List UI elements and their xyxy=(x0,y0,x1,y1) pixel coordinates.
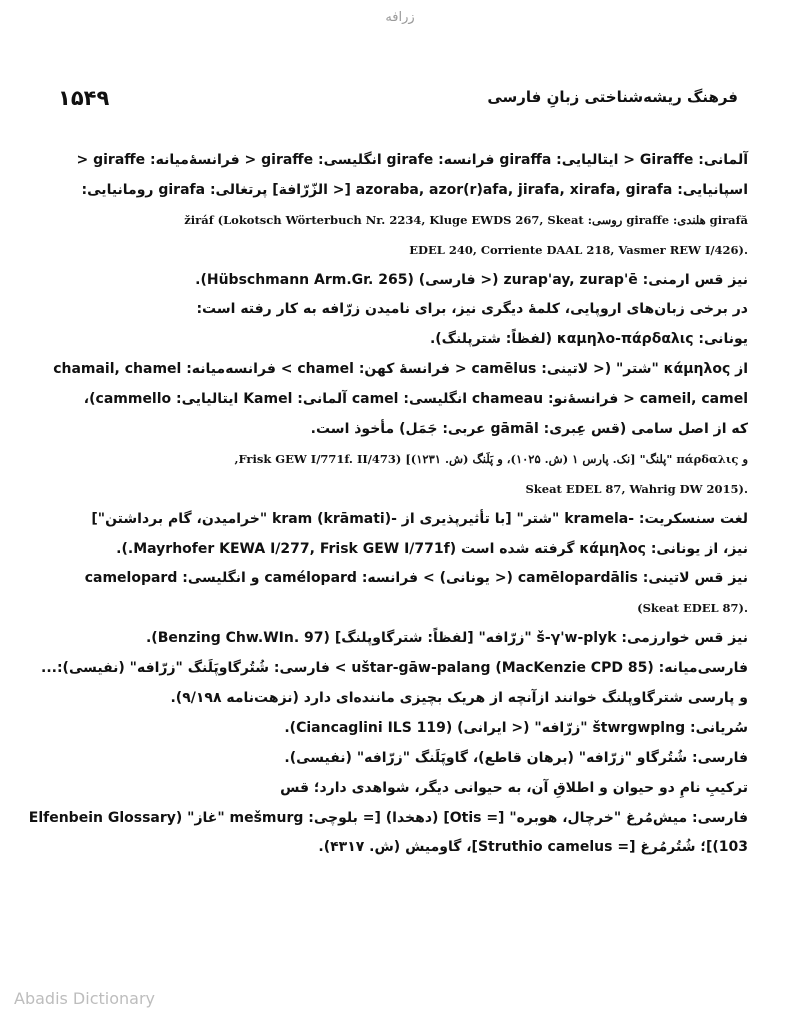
entry-line: و پارسی شترگاوپلنگ خوانند ازآنچه از هریک بچیزی ماننده‌ای دارد (نزهت‌نامه ۹/۱۹۸). xyxy=(170,690,748,707)
watermark: Abadis Dictionary xyxy=(14,989,155,1008)
entry-line: .(Skeat EDEL 87, Wahrig DW 2015 xyxy=(525,481,748,496)
entry-line: نیز قس ارمنی: zurap'ay, zurap'ē (< فارسی) (Hübschmann Arm.Gr. 265). xyxy=(195,271,748,288)
entry-line: 103)]؛ شُتُرمُرغ [= Struthio camelus]، گاومیش (ش. ۴۳۱۷). xyxy=(318,839,748,856)
entry-line: نیز قس خوارزمی: š-γ'w-plyk "زرّافه" [لفظاً: شترگاوپلنگ] (Benzing Chw.WIn. 97). xyxy=(145,630,748,647)
entry-line: .(Skeat EDEL 87) xyxy=(637,601,748,616)
page-number: ۱۵۴۹ xyxy=(58,86,110,110)
entry-line: آلمانی: Giraffe < ایتالیایی: giraffa فرانسه: girafe انگلیسی: giraffe < فرانسهٔ‌میانه: giraffe < xyxy=(76,152,748,168)
entry-line: یونانی: καμηλο-πάρδαλις (لفظاً: شترپلنگ). xyxy=(429,331,748,348)
entry-line: فارسی: میش‌مُرغ "خرچال، هوبره" [= Otis] (دهخدا) [= بلوچی: mešmurg "غاز" (Elfenbein Glossary xyxy=(28,809,748,826)
entry-line: نیز قس لاتینی: camēlopardālis (< یونانی) > فرانسه: camélopard و انگلیسی: camelopard xyxy=(84,570,748,587)
entry-line: اسپانیایی: azoraba, azor(r)afa, jirafa, xirafa, girafa [< الزّرّافة] پرتغالی: girafa رومانیایی: xyxy=(81,181,748,198)
entry-line: .(EDEL 240, Corriente DAAL 218, Vasmer REW I/426 xyxy=(409,242,748,257)
entry-line: که از اصل سامی (قس عِبری: gāmāl عربی: جَمَل) مأخوذ است. xyxy=(310,421,748,438)
entry-line: فارسی‌میانه: uštar-gāw-palang (MacKenzie CPD 85) > فارسی: شُتُرگاوپَلَنگ "زرّافه" (نفیسی):... xyxy=(41,660,748,677)
entry-line: فارسی: شُتُرگاو "زرّافه" (برهان قاطع)، گاوپَلَنگ "زرّافه" (نفیسی). xyxy=(284,749,748,766)
entry-line: نیز، از یونانی: κάμηλος گرفته شده است (Mayrhofer KEWA I/277, Frisk GEW I/771f.). xyxy=(116,540,748,557)
header-word: زرافه xyxy=(385,10,415,25)
entry-line: از κάμηλος "شتر" (< لاتینی: camēlus < فرانسهٔ کهن: chamel > فرانسه‌میانه: chamail, chamel xyxy=(53,361,748,378)
entry-line: سُریانی: štwrgwplng "زرّافه" (< ایرانی) (Ciancaglini ILS 119). xyxy=(284,719,748,736)
entry-line: و πάρδαλις "پلنگ" [نک. پارس ۱ (ش. ۱۰۲۵)، و پَلَنگ (ش. ۱۲۳۱)] (Frisk GEW I/771f. II/473, xyxy=(234,451,748,466)
entry-line: cameil, camel < فرانسهٔ‌نو: chameau انگلیسی: camel آلمانی: Kamel ایتالیایی: cammello)، xyxy=(83,391,748,408)
dictionary-entry-body xyxy=(28,146,748,863)
running-head: فرهنگ ریشه‌شناختی زبانِ فارسی xyxy=(487,88,738,106)
entry-line: ترکیبِ نامِ دو حیوان و اطلاقِ آن، به حیوانی دیگر، شواهدی دارد؛ قس xyxy=(280,779,748,796)
entry-line: لغت سنسکریت: -kramela "شتر" [با تأثیرپذیری از -kram (krāmati) "خرامیدن، گام برداشتن"] xyxy=(91,510,748,527)
entry-line: در برخی زبان‌های اروپایی، کلمهٔ دیگری نیز، برای نامیدن زرّافه به کار رفته است: xyxy=(196,301,748,318)
entry-line: girafă هلندی: giraffe روسی: žiráf (Lokotsch Wörterbuch Nr. 2234, Kluge EWDS 267, Skeat xyxy=(184,212,748,227)
